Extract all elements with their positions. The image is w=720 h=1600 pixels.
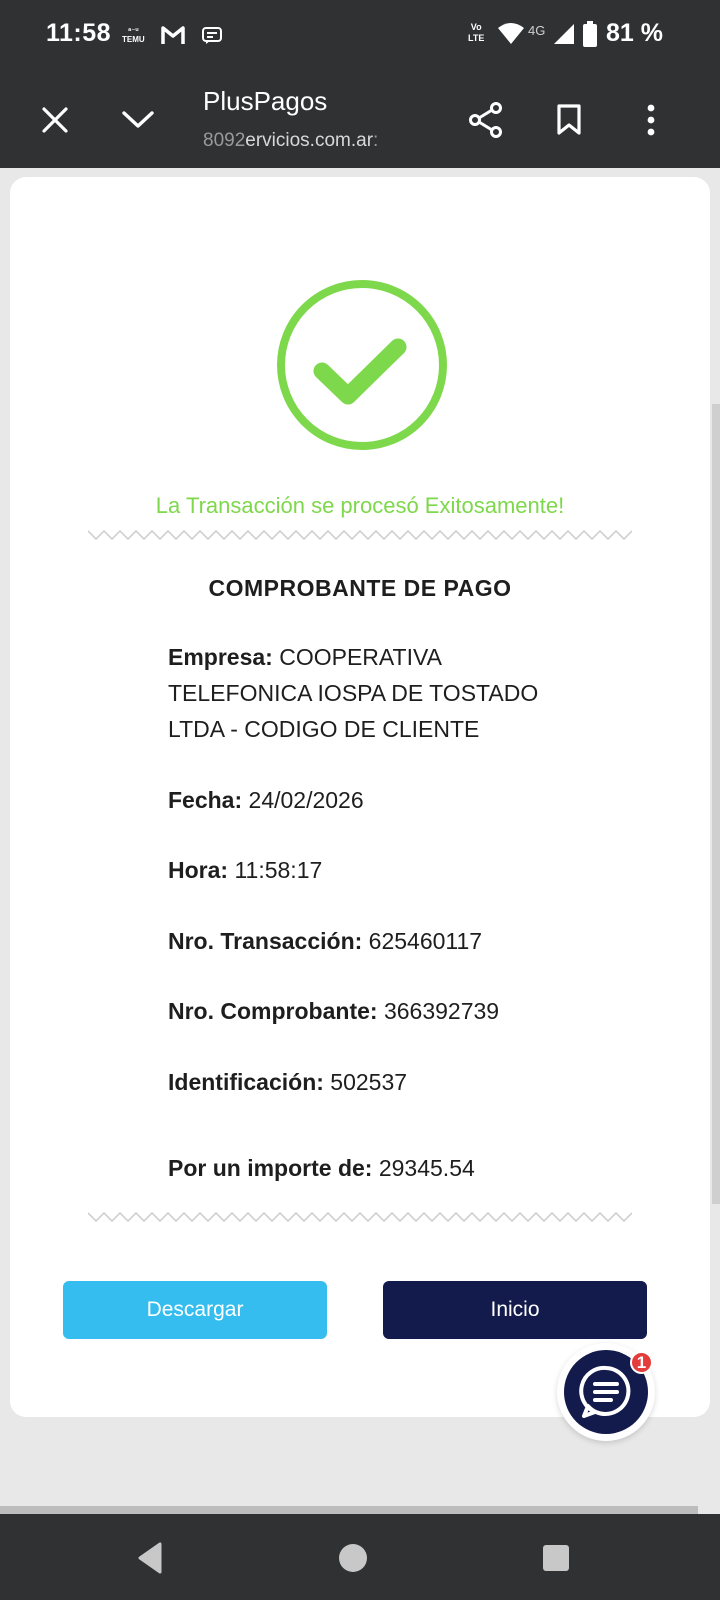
- volte-icon: Vo LTE: [468, 22, 485, 43]
- page-url: [203, 130, 401, 152]
- fecha-label: Fecha:: [168, 787, 243, 813]
- bookmark-button[interactable]: [541, 92, 597, 148]
- network-label: 4G: [528, 23, 546, 38]
- close-icon: [41, 106, 69, 134]
- page-content[interactable]: [0, 168, 720, 1514]
- importe-value: 29345.54: [378, 1155, 475, 1181]
- temu-label: TEMU: [122, 35, 145, 44]
- share-icon: [468, 101, 504, 139]
- comprobante-value: 366392739: [383, 998, 500, 1024]
- fecha-value: 24/02/2026: [248, 787, 364, 813]
- status-bar: [0, 0, 720, 72]
- field-identificacion: [168, 1064, 568, 1100]
- url-host: ervicios.com.ar: [245, 130, 374, 151]
- horizontal-scrollbar[interactable]: [0, 1506, 698, 1514]
- chat-button[interactable]: [557, 1343, 655, 1441]
- vertical-scrollbar[interactable]: [712, 404, 720, 1204]
- success-check-icon: [274, 277, 450, 453]
- empresa-value: COOPERATIVA TELEFONICA IOSPA DE TOSTADO LTDA - CODIGO DE CLIENTE: [168, 644, 539, 742]
- more-options-button[interactable]: [623, 92, 679, 148]
- status-time: 11:58: [46, 19, 112, 47]
- navigation-bar: [0, 1514, 720, 1600]
- field-hora: [168, 852, 568, 888]
- url-port: :8092: [203, 130, 379, 151]
- page-title: PlusPagos: [203, 86, 328, 116]
- gmail-icon: [160, 20, 186, 50]
- hora-value: 11:58:17: [234, 857, 323, 883]
- recents-icon[interactable]: [536, 1538, 576, 1578]
- identificacion-value: 502537: [330, 1069, 408, 1095]
- home-button[interactable]: Inicio: [383, 1281, 647, 1339]
- browser-toolbar: [0, 72, 720, 168]
- zigzag-divider-bottom: [88, 1211, 632, 1223]
- more-icon: [646, 104, 656, 136]
- close-button[interactable]: [27, 92, 83, 148]
- bookmark-icon: [556, 104, 582, 136]
- message-icon: [202, 27, 222, 45]
- notification-badge: 1: [630, 1351, 653, 1374]
- battery-percentage: 81 %: [606, 19, 663, 47]
- receipt-title: COMPROBANTE DE PAGO: [208, 575, 512, 601]
- field-transaccion: [168, 923, 688, 959]
- importe-label: Por un importe de:: [168, 1155, 373, 1181]
- temu-icon: ᵃ⁻ᵘ TEMU: [122, 26, 145, 44]
- transaccion-value: 625460117: [368, 928, 483, 954]
- home-nav-icon[interactable]: [333, 1538, 373, 1578]
- empresa-label: Empresa:: [168, 644, 273, 670]
- zigzag-divider-top: [88, 529, 632, 541]
- share-button[interactable]: [458, 92, 514, 148]
- battery-icon: [582, 21, 598, 48]
- comprobante-label: Nro. Comprobante:: [168, 998, 378, 1024]
- field-comprobante: [168, 993, 688, 1029]
- receipt-card: [10, 177, 710, 1417]
- field-fecha: [168, 782, 568, 818]
- download-button[interactable]: Descargar: [63, 1281, 327, 1339]
- field-empresa: [168, 639, 568, 747]
- signal-icon: [552, 22, 576, 46]
- identificacion-label: Identificación:: [168, 1069, 324, 1095]
- hora-label: Hora:: [168, 857, 229, 883]
- success-message: La Transacción se procesó Exitosamente!: [155, 493, 565, 518]
- wifi-icon: [497, 22, 525, 46]
- field-importe: [168, 1150, 688, 1186]
- minimize-button[interactable]: [110, 92, 166, 148]
- back-icon[interactable]: [130, 1538, 170, 1578]
- chevron-down-icon: [121, 109, 155, 131]
- transaccion-label: Nro. Transacción:: [168, 928, 363, 954]
